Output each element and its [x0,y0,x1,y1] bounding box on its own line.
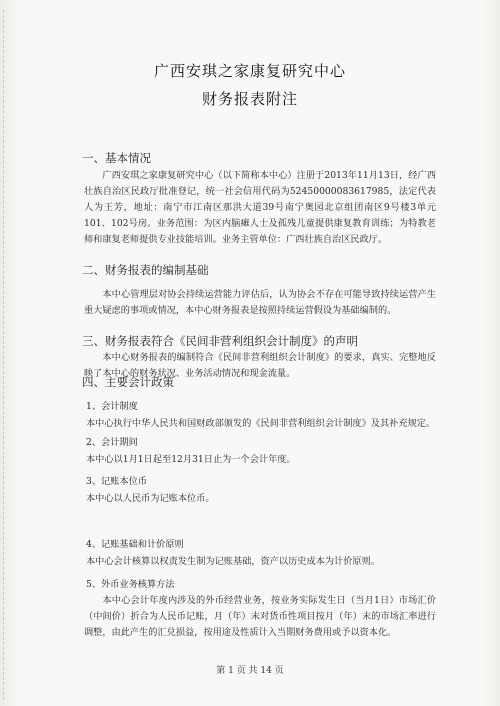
policy-text-accounting-system: 本中心执行中华人民共和国财政部颁发的《民间非营利组织会计制度》及其补充规定。 [86,418,436,429]
section-text-compliance-statement: 本中心财务报表的编制符合《民间非营利组织会计制度》的要求，真实、完整地反映了本中心的财务状况、业务活动情况和现金流量。 [84,352,436,379]
document-title: 广西安琪之家康复研究中心 [153,62,346,80]
policy-text-bookkeeping-currency: 本中心以人民币为记账本位币。 [86,493,215,504]
policy-text-foreign-currency: 本中心会计年度内涉及的外币经营业务，按业务实际发生日（当月1日）市场汇价（中间价）折合为人民币记账，月（年）末对货币性项目按月（年）末的市场汇率进行调整，由此产生的汇兑损益，按用途及性质计入当期财务费用或予以资本化。 [84,595,436,638]
section-heading-basic-info: 一、基本情况 [82,151,151,165]
binding-holes-strip [3,10,12,700]
section-heading-accounting-policies: 四、主要会计政策 [82,375,174,389]
section-text-basic-info: 广西安琪之家康复研究中心（以下简称本中心）注册于2013年11月13日，经广西壮族自治区民政厅批准登记，统一社会信用代码为52450000083617985，法定代表人为王芳，地址：南宁市江南区那洪大道39号南宁奥园北京组团南区9号楼3单元101、102号房。业务范围：为区内脑瘫人士及孤残儿童提供康复教育训练；为特教老师和康复老师提供专业技能培训。业务主管单位：广西壮族自治区民政厅。 [84,170,436,245]
document-subtitle: 财务报表附注 [201,90,298,108]
policy-title-accounting-system: 1、会计制度 [86,401,138,412]
section-text-preparation-basis: 本中心管理层对协会持续运营能力评估后，认为协会不存在可能导致持续运营产生重大疑虑的事项或情况，本中心财务报表是按照持续运营假设为基础编制的。 [84,289,436,316]
policy-title-foreign-currency: 5、外币业务核算方法 [86,579,175,590]
policy-text-bookkeeping-basis: 本中心会计核算以权责发生制为记账基础，资产以历史成本为计价原则。 [86,556,380,567]
page-number: 第 1 页 共 14 页 [216,666,284,676]
policy-text-accounting-period: 本中心以1月1日起至12月31日止为一个会计年度。 [86,454,296,465]
policy-title-accounting-period: 2、会计期间 [86,437,138,448]
section-heading-preparation-basis: 二、财务报表的编制基础 [82,263,209,277]
policy-title-bookkeeping-basis: 4、记账基础和计价原则 [86,539,184,550]
section-heading-compliance-statement: 三、财务报表符合《民间非营利组织会计制度》的声明 [82,334,358,348]
policy-title-bookkeeping-currency: 3、记账本位币 [86,476,147,487]
